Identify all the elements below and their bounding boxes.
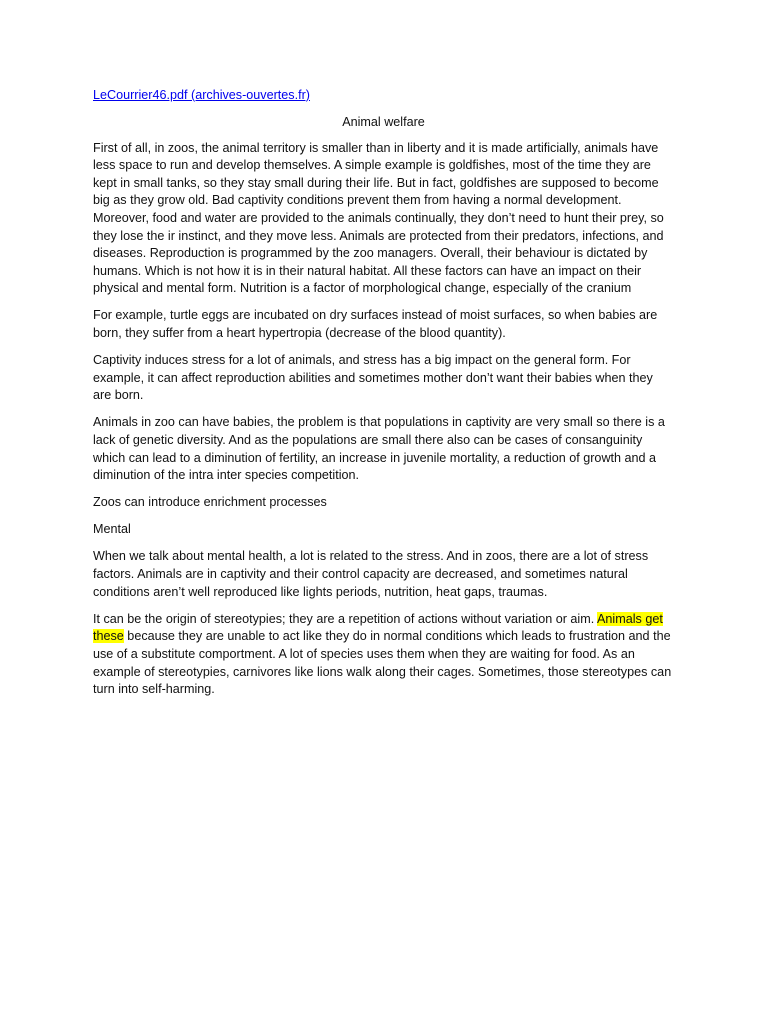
stereotypies-text-end: because they are unable to act like they do in normal conditions which leads to frustration and the use of a substitute comportment. A lot of species uses them when they are waiting for food. As an example of stereotypies, carnivores like lions walk along their cages. Sometimes, those stereotypes can turn into self-harming.: [93, 629, 672, 697]
highlighted-text: Animals get these: [93, 611, 663, 644]
section-heading-mental: Mental: [93, 522, 131, 537]
paragraph-turtle-eggs: For example, turtle eggs are incubated on dry surfaces instead of moist surfaces, so when babies are born, they suffer from a heart hypertropia (decrease of the blood quantity).: [93, 308, 658, 341]
stereotypies-text-start: It can be the origin of stereotypies; they are a repetition of actions without variation or aim.: [93, 611, 598, 626]
paragraph-territory: First of all, in zoos, the animal territory is smaller than in liberty and it is made artificially, animals have less space to run and develop themselves. A simple example is goldfishes, most of the time they are kept in small tanks, so they stay small during their life. But in fact, goldfishes are supposed to become big as they grow old. Bad captivity conditions prevent them from having a normal development. Moreover, food and water are provided to the animals continually, they don’t need to hunt their prey, so they lose the ir instinct, and they move less. Animals are protected from their predators, infections, and diseases. Reproduction is programmed by the zoo managers. Overall, their behaviour is dictated by humans. Which is not how it is in their natural habitat. All these factors can have an impact on their physical and mental form. Nutrition is a factor of morphological change, especially of the cranium: [93, 140, 664, 296]
source-link[interactable]: LeCourrier46.pdf (archives-ouvertes.fr): [93, 88, 310, 102]
paragraph-stereotypies: [93, 611, 674, 699]
paragraph-enrichment: Zoos can introduce enrichment processes: [93, 495, 327, 510]
paragraph-captivity-stress: Captivity induces stress for a lot of animals, and stress has a big impact on the general form. For example, it can affect reproduction abilities and sometimes mother don’t want their babies when they are born.: [93, 353, 653, 403]
paragraph-genetic-diversity: Animals in zoo can have babies, the problem is that populations in captivity are very small so there is a lack of genetic diversity. And as the populations are small there also can be cases of consanguinity which can lead to a diminution of fertility, an increase in juvenile mortality, a reduction of growth and a diminution of the intra inter species competition.: [93, 415, 665, 483]
document-title: Animal welfare: [342, 115, 425, 129]
paragraph-mental-health: When we talk about mental health, a lot is related to the stress. And in zoos, there are a lot of stress factors. Animals are in captivity and their control capacity are decreased, and sometimes natural conditions aren’t well reproduced like lights periods, nutrition, heat gaps, traumas.: [93, 549, 649, 599]
source-link-line: [93, 87, 674, 105]
